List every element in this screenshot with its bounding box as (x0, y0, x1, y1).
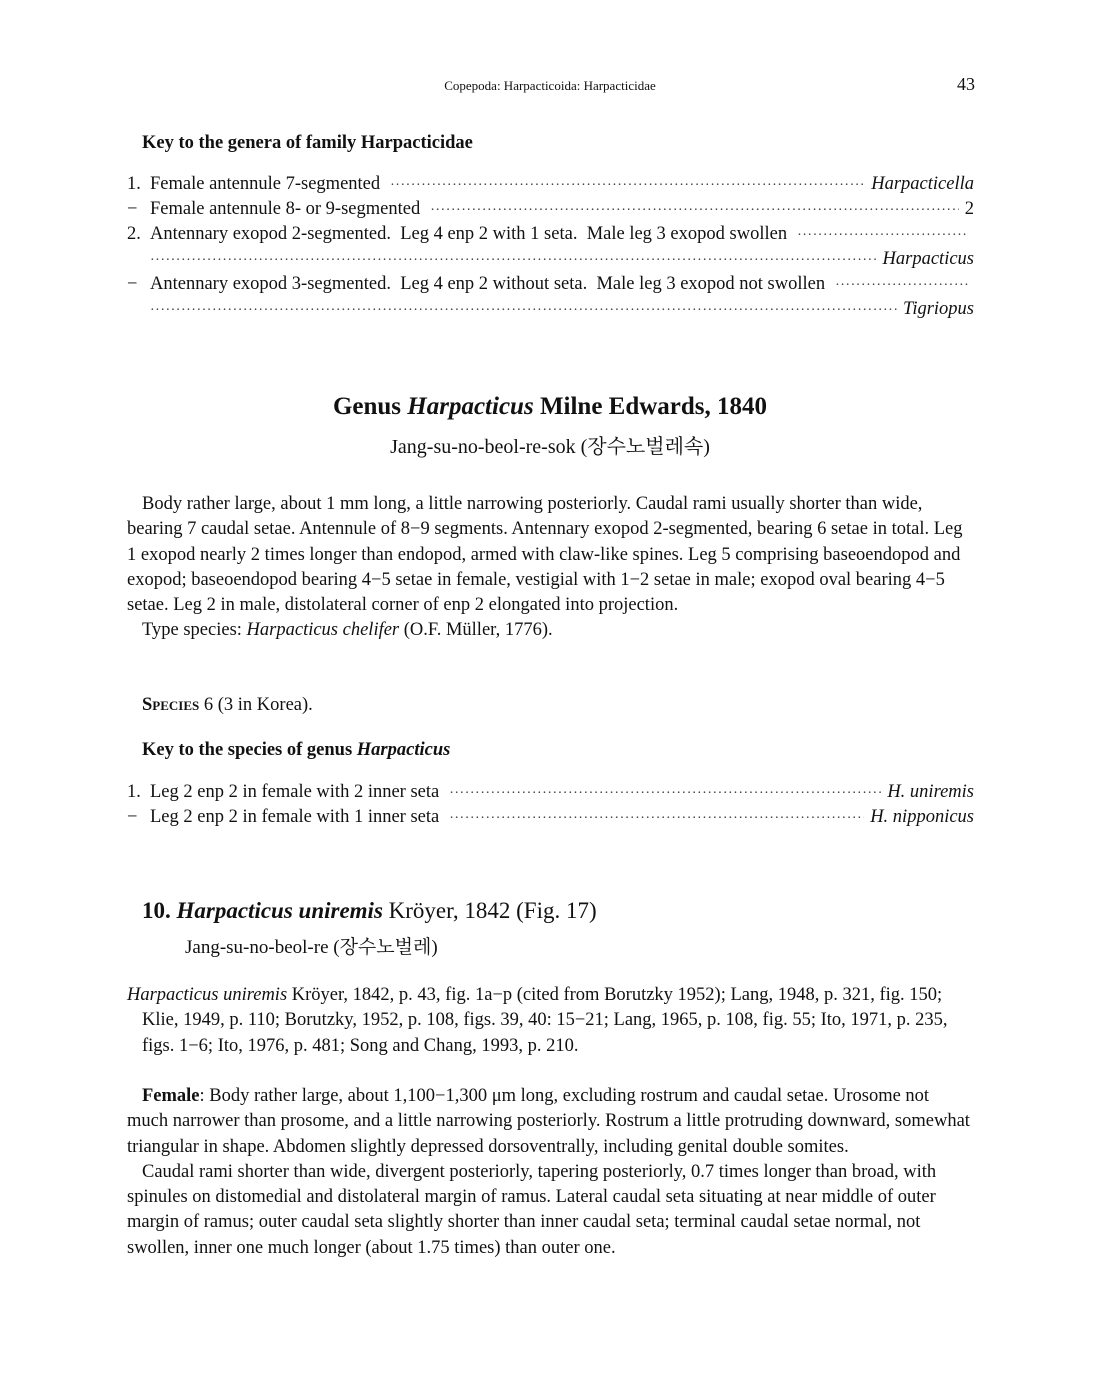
female-paragraph-1 (127, 1084, 974, 1160)
genera-key-row-3 (127, 222, 974, 247)
genera-key-row-3-cont (150, 247, 974, 272)
key-text: Antennary exopod 2-segmented. Leg 4 enp 2 with 1 seta. Male leg 3 exopod swollen (150, 224, 788, 244)
type-species-label: Type species: (142, 620, 242, 641)
species-count-value: 6 (3 in Korea). (203, 695, 313, 715)
key-number: 2. (127, 224, 141, 244)
species-author: Kröyer, 1842 (Fig. 17) (388, 898, 597, 923)
female-label: Female (142, 1086, 200, 1106)
genera-key-row-2 (127, 197, 974, 222)
species-number: 10. (142, 898, 171, 923)
key-number: 1. (127, 782, 141, 802)
species-key-title (142, 740, 450, 761)
key-result: Tigriopus (903, 299, 974, 319)
genus-description-text: Body rather large, about 1 mm long, a little narrowing posteriorly. Caudal rami usually shorter than wide, bearing 7 caudal setae. Antennule of 8−9 segments. Antennary exopod 2-segmented, bearing 6 setae in total. Leg 1 exopod nearly 2 times longer than endopod, armed with claw-like spines. Leg 5 comprising baseoendopod and exopod; baseoendopod bearing 4−5 setae in female, vestigial with 1−2 setae in male; exopod oval bearing 4−5 setae. Leg 2 in male, distolateral corner of enp 2 elongated into projection. (127, 494, 963, 616)
genera-key-row-4-cont (150, 297, 974, 322)
genus-description (127, 492, 974, 644)
key-number: − (127, 199, 138, 219)
genus-title (0, 393, 1100, 421)
leader-dots (390, 172, 865, 198)
key-text: Antennary exopod 3-segmented. Leg 4 enp 2 without seta. Male leg 3 exopod not swollen (150, 274, 826, 294)
species-name: Harpacticus uniremis (176, 898, 383, 923)
species-key-title-genus: Harpacticus (356, 740, 451, 760)
female-description (127, 1084, 974, 1261)
running-title: Copepoda: Harpacticoida: Harpacticidae (444, 78, 656, 93)
synonymy (127, 983, 974, 1059)
type-species-author: (O.F. Müller, 1776). (403, 620, 553, 641)
genus-title-name: Harpacticus (407, 393, 534, 420)
genus-title-author: Milne Edwards, 1840 (539, 393, 768, 420)
leader-dots (430, 197, 959, 223)
species-title (142, 898, 597, 924)
key-result: 2 (964, 199, 974, 219)
genera-key-row-4 (127, 272, 974, 297)
key-result: Harpacticella (871, 174, 974, 194)
type-species-name: Harpacticus chelifer (246, 620, 400, 641)
key-number: 1. (127, 174, 141, 194)
key-text: Female antennule 8- or 9-segmented (150, 199, 421, 219)
synonymy-paragraph (127, 983, 974, 1059)
key-text: Female antennule 7-segmented (150, 174, 381, 194)
key-number: − (127, 807, 138, 827)
key-number: − (127, 274, 138, 294)
species-key-row-2 (127, 805, 974, 830)
genera-key-row-1 (127, 172, 974, 197)
species-key-title-prefix: Key to the species of genus (142, 740, 353, 760)
leader-dots (449, 780, 881, 806)
key-text: Leg 2 enp 2 in female with 1 inner seta (150, 807, 440, 827)
leader-dots (150, 297, 897, 323)
type-species (127, 618, 974, 643)
species-label: Species (142, 695, 200, 715)
leader-dots (150, 247, 877, 273)
female-paragraph-2: Caudal rami shorter than wide, divergent posteriorly, tapering posteriorly, 0.7 times longer than broad, with spinules on distomedial and distolateral margin of ramus. Lateral caudal seta situating at near middle of outer margin of ramus; outer caudal seta slightly shorter than inner caudal seta; terminal caudal setae normal, not swollen, inner one much longer (about 1.75 times) than outer one. (127, 1161, 937, 1258)
species-count (142, 693, 974, 718)
synonymy-name: Harpacticus uniremis (127, 985, 288, 1005)
genera-key-title: Key to the genera of family Harpacticidae (142, 133, 473, 153)
key-result: H. nipponicus (870, 807, 974, 827)
page-number: 43 (957, 74, 975, 94)
key-result: H. uniremis (887, 782, 974, 802)
female-text-1: : Body rather large, about 1,100−1,300 μm long, excluding rostrum and caudal setae. Urosome not much narrower than prosome, and a little narrowing posteriorly. Rostrum a little protruding downward, somewhat triangular in shape. Abdomen slightly depressed dorsoventrally, including genital double somites. (127, 1086, 970, 1157)
leader-dots (449, 805, 864, 831)
synonymy-text: Kröyer, 1842, p. 43, fig. 1a−p (cited from Borutzky 1952); Lang, 1948, p. 321, fig. 150; Klie, 1949, p. 110; Borutzky, 1952, p. 108, figs. 39, 40: 15−21; Lang, 1965, p. 108, fig. 55; Ito, 1971, p. 235, figs. 1−6; Ito, 1976, p. 481; Song and Chang, 1993, p. 210. (142, 985, 948, 1056)
leader-dots (797, 222, 968, 248)
genus-title-prefix: Genus (332, 393, 402, 420)
genus-korean-name: Jang-su-no-beol-re-sok (장수노벌레속) (390, 436, 710, 458)
key-result: Harpacticus (882, 249, 974, 269)
leader-dots (835, 272, 968, 298)
species-korean-name: Jang-su-no-beol-re (장수노벌레) (185, 937, 438, 958)
key-text: Leg 2 enp 2 in female with 2 inner seta (150, 782, 440, 802)
species-key-row-1 (127, 780, 974, 805)
